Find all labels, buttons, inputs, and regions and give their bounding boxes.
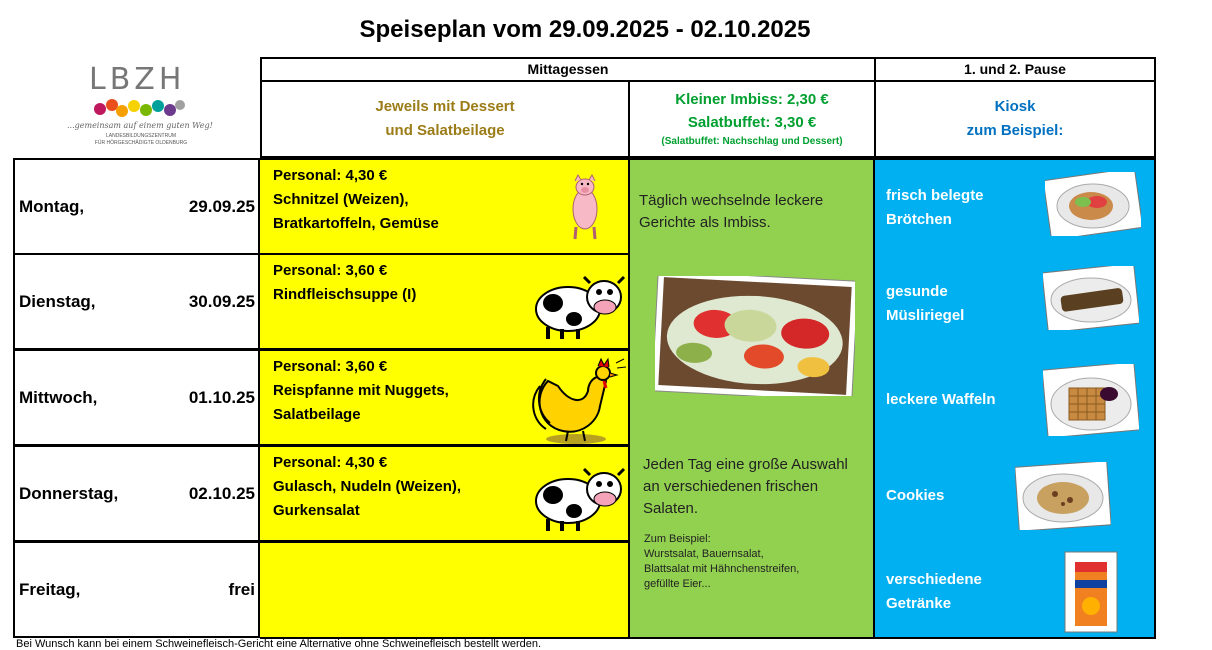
day-name: Donnerstag, [19,483,119,503]
meal-line1: Gulasch, Nudeln (Weizen), [273,478,462,495]
imbiss-salad-column [630,158,875,639]
imbiss-text: Täglich wechselnde leckere Gerichte als Imbiss. [639,192,824,231]
logo-line1: LANDESBILDUNGSZENTRUM [105,133,176,139]
meal-cell-dienstag [260,253,630,350]
meal-cell-mittwoch [260,349,630,446]
kiosk-item-muesliriegel [886,280,964,328]
header-salatbuffet-note: (Salatbuffet: Nachschlag und Dessert) [661,136,843,147]
kiosk-item-line1: Cookies [886,487,945,504]
salad-examples-line2: Blattsalat mit Hähnchenstreifen, [644,563,800,575]
header-mittagessen: Mittagessen [260,57,876,82]
header-salatbuffet-price: Salatbuffet: 3,30 € [687,114,817,131]
kiosk-column [875,158,1156,639]
meal-line1: Reispfanne mit Nuggets, [273,382,449,399]
kiosk-item-getraenke [886,568,982,616]
day-name: Mittwoch, [19,387,98,407]
day-name: Dienstag, [19,291,96,311]
meal-line1: Rindfleischsuppe (I) [273,286,417,303]
header-dessert-line1: Jeweils mit Dessert [375,98,515,115]
kiosk-item-cookies [886,484,944,508]
paint-splash-icon [90,97,190,119]
pig-icon [560,173,610,243]
meal-line2: Gurkensalat [273,502,360,519]
logo-line2: FÜR HÖRGESCHÄDIGTE OLDENBURG [94,140,188,146]
header-imbiss-price: Kleiner Imbiss: 2,30 € [675,91,829,108]
getraenke-photo [1063,550,1119,634]
meal-price: Personal: 4,30 € [273,454,388,471]
kiosk-item-line2: Müsliriegel [886,307,965,324]
meal-line1: Schnitzel (Weizen), [273,191,409,208]
broetchen-photo [1045,172,1141,236]
cookies-photo [1015,462,1111,530]
header-pause: 1. und 2. Pause [874,57,1156,82]
salad-examples [644,532,869,592]
day-row-dienstag [13,253,260,350]
salad-examples-line3: gefüllte Eier... [644,578,711,590]
meal-line2: Bratkartoffeln, Gemüse [273,215,439,232]
day-name: Freitag, [19,579,81,599]
kiosk-item-broetchen [886,184,984,232]
header-kiosk [874,82,1156,158]
logo-slogan: ...gemeinsam auf einem guten Weg! [67,121,213,130]
day-row-donnerstag [13,445,260,542]
salad-examples-lead: Zum Beispiel: [644,533,711,545]
salad-text: Jeden Tag eine große Auswahl an verschiedenen frischen Salaten. [643,456,848,517]
salad-examples-line1: Wurstsalat, Bauernsalat, [644,548,764,560]
day-date: 29.09.25 [188,196,255,216]
page-title: Speiseplan vom 29.09.2025 - 02.10.2025 [359,16,811,43]
header-kiosk-line1: Kiosk [994,98,1036,115]
day-date: 30.09.25 [188,291,255,311]
day-name: Montag, [19,196,85,216]
cow-icon [528,463,628,533]
day-date: 01.10.25 [188,387,255,407]
cow-icon [528,271,628,341]
muesliriegel-photo [1043,266,1139,330]
meal-price: Personal: 3,60 € [273,262,388,279]
meal-cell-freitag [260,541,630,639]
waffeln-photo [1043,364,1139,436]
rooster-icon [528,351,628,447]
kiosk-item-line1: leckere Waffeln [886,391,996,408]
footer-note: Bei Wunsch kann bei einem Schweinefleisch-Gericht eine Alternative ohne Schweinefleisch bestellt werden. [16,638,542,650]
kiosk-item-line1: frisch belegte [886,187,984,204]
day-date: frei [228,579,255,599]
meal-price: Personal: 3,60 € [273,358,388,375]
kiosk-item-line1: gesunde [886,283,948,300]
kiosk-item-line2: Brötchen [886,211,952,228]
header-kiosk-line2: zum Beispiel: [966,122,1064,139]
kiosk-item-line1: verschiedene [886,571,982,588]
meal-price: Personal: 4,30 € [273,167,388,184]
meal-line2: Salatbeilage [273,406,361,423]
header-imbiss [628,82,876,158]
meal-cell-montag [260,158,630,255]
kiosk-item-waffeln [886,388,996,412]
day-row-mittwoch [13,349,260,446]
salad-photo [655,276,855,396]
day-row-freitag [13,541,260,638]
logo [45,60,225,155]
header-dessert [260,82,630,158]
meal-cell-donnerstag [260,445,630,542]
header-dessert-line2: und Salatbeilage [385,122,505,139]
day-date: 02.10.25 [188,483,255,503]
kiosk-item-line2: Getränke [886,595,952,612]
day-row-montag [13,158,260,255]
logo-letters: LBZH [89,62,186,97]
